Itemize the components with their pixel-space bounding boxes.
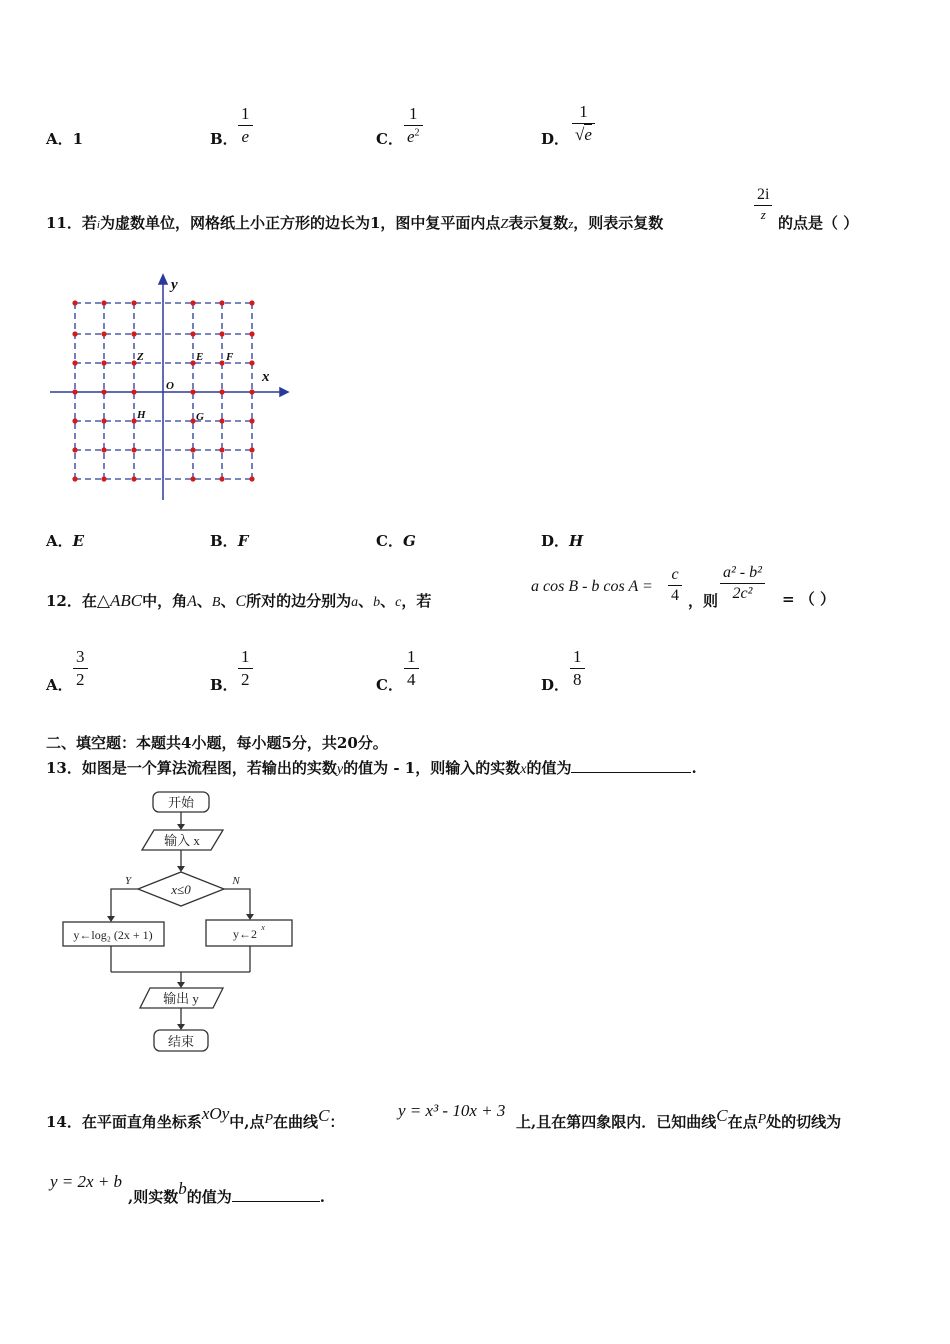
point-f-label: F [226, 351, 234, 363]
q12-condition: a cos B - b cos A = [531, 578, 653, 595]
q12-option-b-label[interactable]: B． [210, 676, 238, 694]
q10-option-b-fraction: 1 e [238, 104, 253, 147]
q12-option-d-fraction: 1 8 [570, 647, 585, 690]
q12-stem: 12．在△ABC中，角A、B、C所对的边分别为a、b、c，若 [46, 591, 432, 610]
q11-option-b[interactable]: B．F [210, 532, 249, 550]
q11-stem-end: 的点是（ ） [778, 214, 859, 232]
q11-option-c[interactable]: C．G [376, 532, 416, 550]
point-z-label: Z [137, 351, 144, 363]
flow-left-box-text: y←log₂ (2x + 1) [73, 928, 153, 942]
q12-option-c-fraction: 1 4 [404, 647, 419, 690]
q14-stem-line1b: 上,且在第四象限内．已知曲线C在点P处的切线为 [516, 1106, 842, 1131]
q11-option-d[interactable]: D．H [541, 532, 584, 550]
section-heading: 二、填空题：本题共4小题，每小题5分，共20分。 [46, 734, 388, 752]
flow-decision-text: x≤0 [171, 882, 191, 897]
flow-right-box-text: y←2 [233, 927, 257, 941]
flow-right-box-sup: x [261, 923, 265, 932]
y-axis-label: y [171, 277, 178, 293]
flow-output-text: 输出 y [163, 991, 199, 1006]
q11-fraction: 2i z [754, 186, 772, 223]
q14-stem-line2: ,则实数b的值为 . [128, 1179, 325, 1206]
q12-condition-fraction: c 4 [668, 566, 682, 605]
q12-option-c-label[interactable]: C． [376, 676, 403, 694]
complex-plane-grid [44, 272, 294, 512]
x-axis-label: x [262, 369, 270, 385]
q12-option-a-fraction: 3 2 [73, 647, 88, 690]
q11-option-a[interactable]: A．E [46, 532, 85, 550]
q11-stem: 11．若i为虚数单位，网格纸上小正方形的边长为1，图中复平面内点Z表示复数z，则表示复数 [46, 214, 664, 232]
point-g-label: G [196, 411, 204, 423]
q13-stem: 13．如图是一个算法流程图，若输出的实数y的值为 - 1，则输入的实数x的值为 . [46, 759, 697, 777]
q12-option-b-fraction: 1 2 [238, 647, 253, 690]
q14-curve-equation: y = x³ - 10x + 3 [398, 1101, 506, 1120]
origin-label: O [166, 380, 174, 392]
q12-target-fraction: a² - b² 2c² [720, 564, 765, 603]
flowchart [56, 786, 306, 1058]
flow-no-label: N [232, 875, 240, 887]
q12-option-a-label[interactable]: A． [46, 676, 73, 694]
q10-option-a[interactable]: A．1 [46, 130, 84, 148]
q12-tail: = （ ） [782, 590, 836, 608]
flow-start-text: 开始 [167, 795, 195, 810]
point-e-label: E [196, 351, 204, 363]
q14-stem-line1a: 14．在平面直角坐标系xOy中,点P在曲线C： [46, 1104, 345, 1131]
q12-ze: ，则 [688, 592, 719, 610]
q10-option-d-fraction: 1 √e [572, 102, 595, 145]
flow-input-text: 输入 x [164, 833, 200, 848]
q10-option-d-label[interactable]: D． [541, 130, 570, 148]
q10-option-b-label[interactable]: B． [210, 130, 238, 148]
point-h-label: H [137, 409, 146, 421]
flow-yes-label: Y [124, 875, 132, 887]
q12-option-d-label[interactable]: D． [541, 676, 570, 694]
q10-option-c-label[interactable]: C． [376, 130, 403, 148]
flow-end-text: 结束 [167, 1034, 195, 1049]
q14-tangent-equation: y = 2x + b [50, 1172, 123, 1191]
q10-option-c-fraction: 1 $e^2$ [404, 104, 423, 147]
